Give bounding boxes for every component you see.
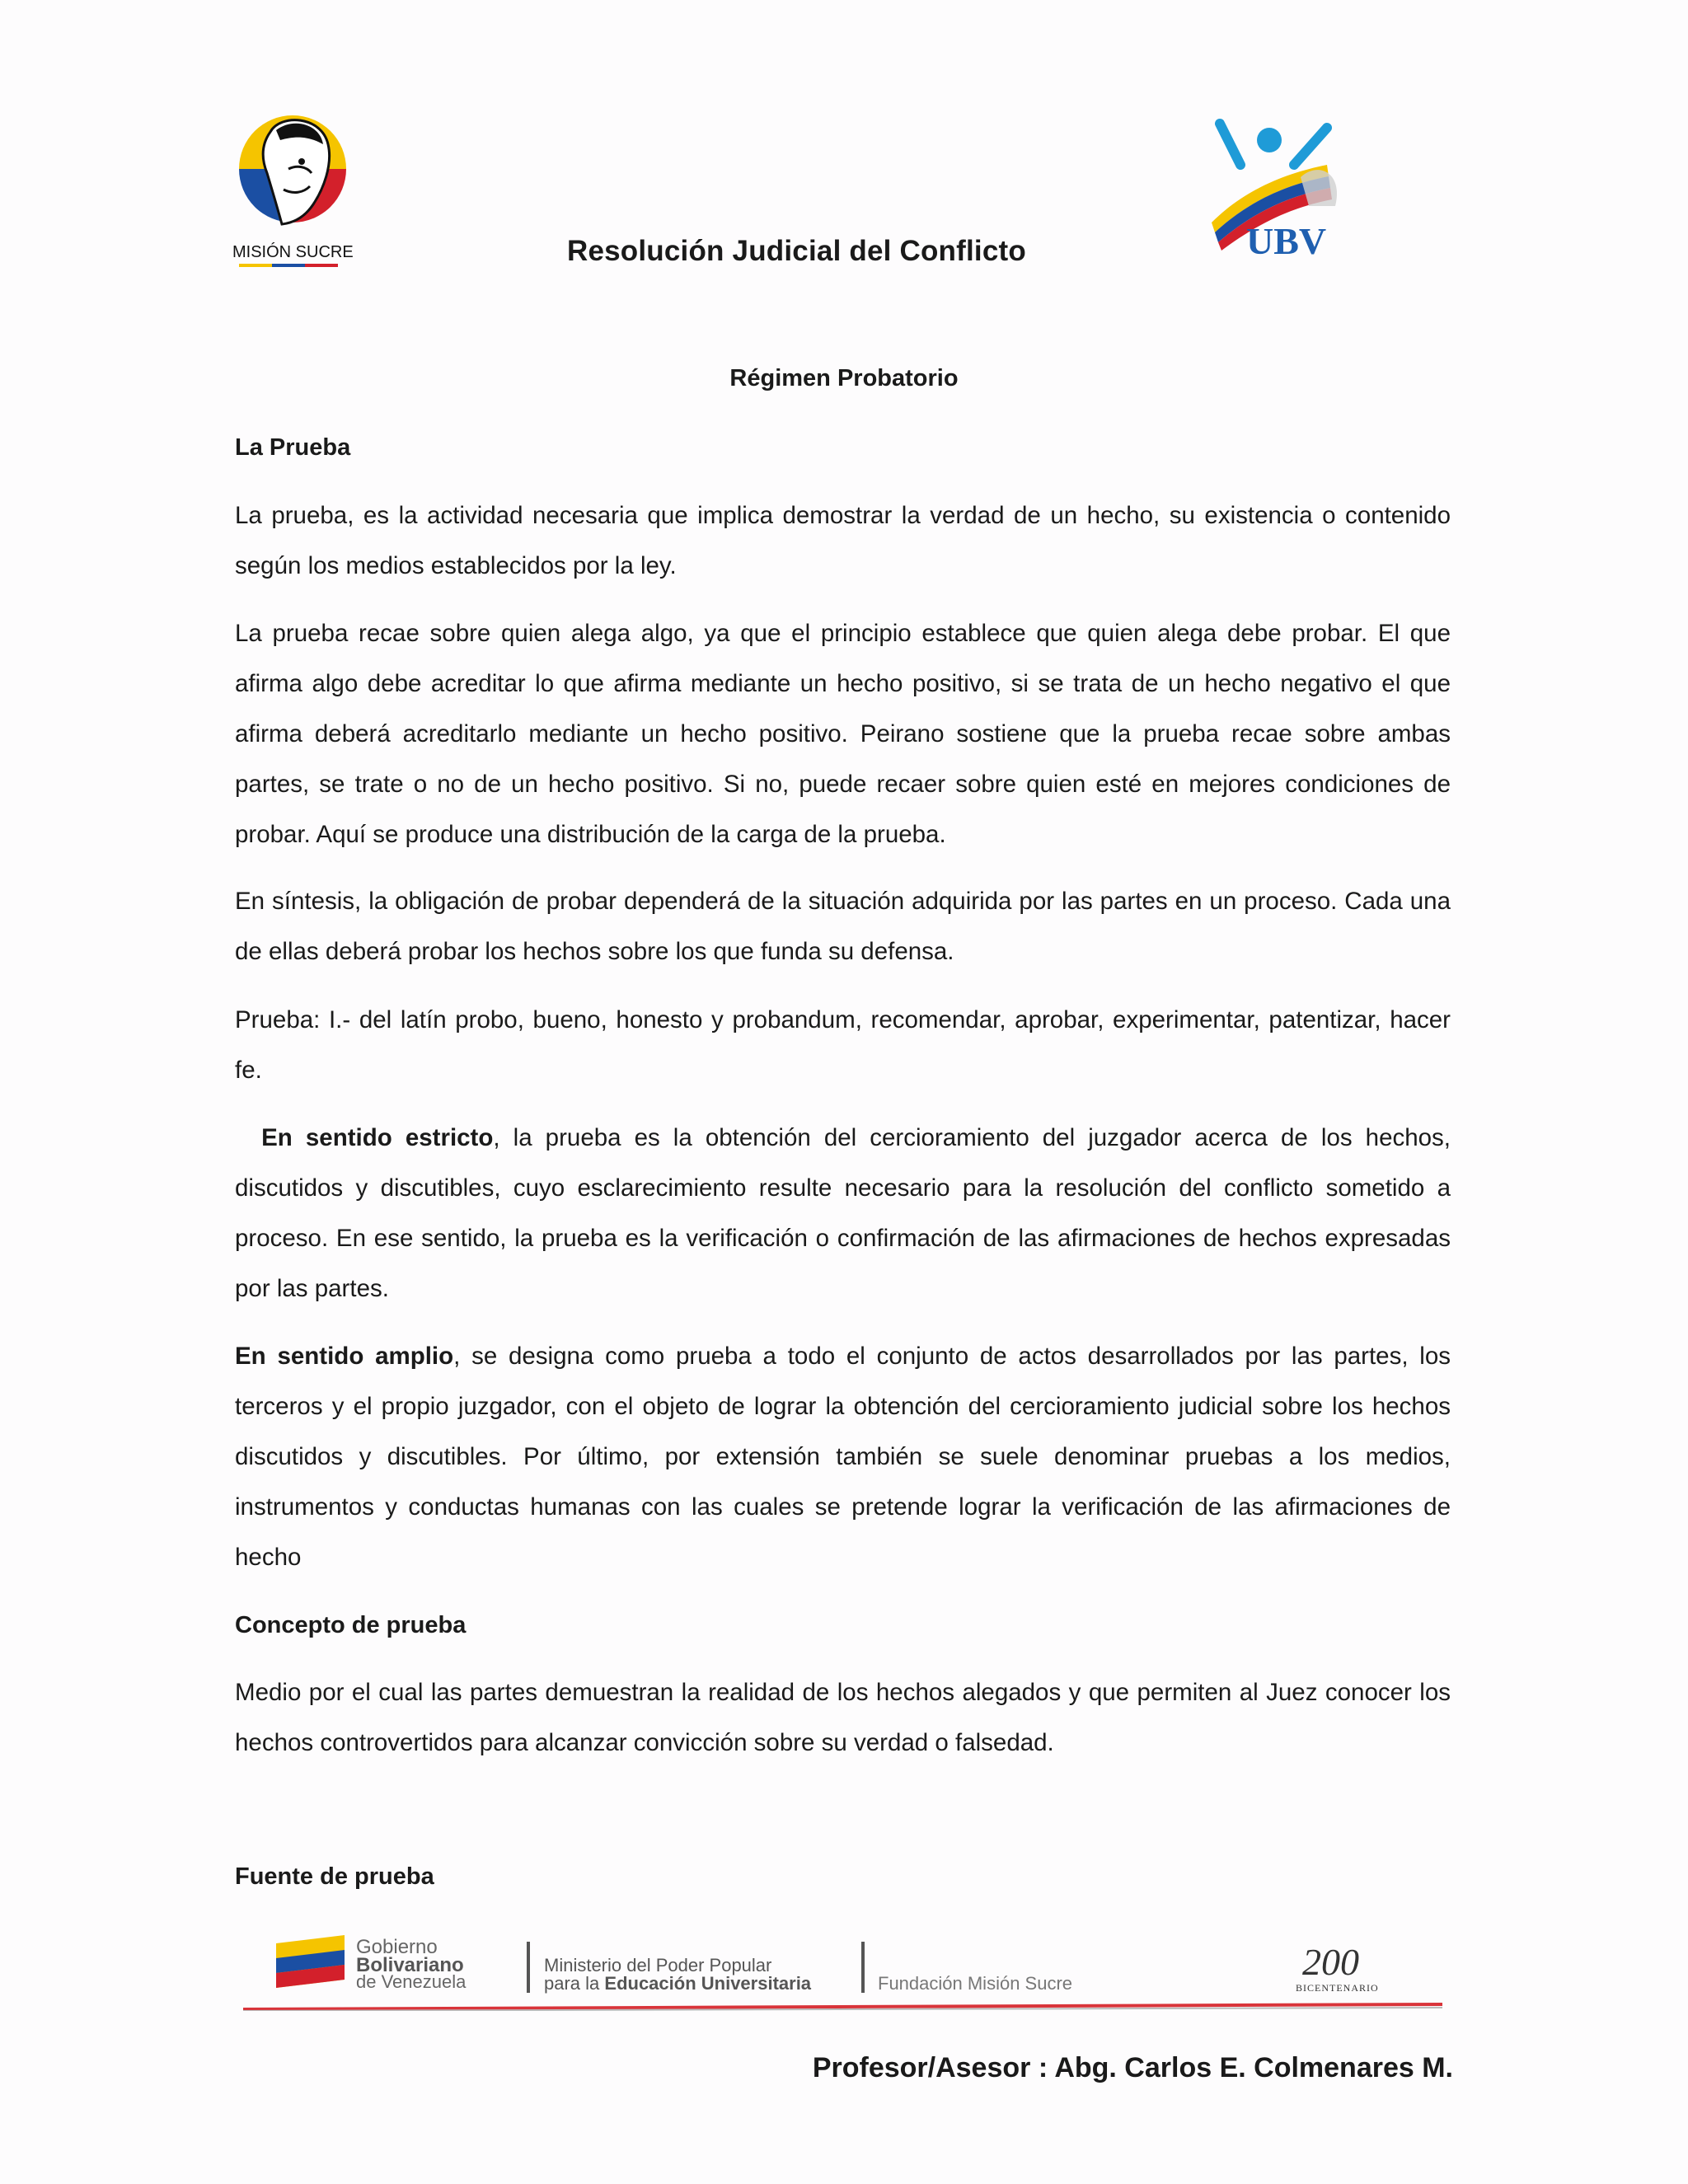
mision-sucre-logo-text: MISIÓN SUCRE — [232, 243, 354, 261]
term-sentido-amplio: En sentido amplio — [235, 1343, 454, 1370]
paragraph-sentido-amplio — [235, 1331, 1451, 1582]
professor-signature: Profesor/Asesor : Abg. Carlos E. Colmenares M. — [812, 2052, 1453, 2083]
footer-ministerio-line1: Ministerio del Poder Popular — [544, 1955, 772, 1975]
bicentenario-number: 200 — [1302, 1941, 1359, 1983]
paragraph-concepto: Medio por el cual las partes demuestran la realidad de los hechos alegados y que permiten al Juez conocer los hechos controvertidos para alcanzar convicción sobre su verdad o falsedad. — [235, 1679, 1451, 1756]
mision-sucre-logo — [231, 107, 354, 272]
sentido-estricto-text: , la prueba es la obtención del cercioramiento del juzgador acerca de los hechos, discutidos y discutibles, cuyo esclarecimiento resulte necesario para la resolución del conflicto sometido a proceso. En ese sentido, la prueba es la verificación o confirmación de las afirmaciones de hechos expresadas por las partes. — [235, 1124, 1451, 1302]
footer-gobierno-line2: Bolivariano — [356, 1954, 464, 1976]
term-sentido-estricto: En sentido estricto — [261, 1124, 494, 1151]
sentido-amplio-text: , se designa como prueba a todo el conjunto de actos desarrollados por las partes, los terceros y el propio juzgador, con el objeto de lograr la obtención del cercioramiento judicial sobre los hechos discutidos y discutibles. Por último, por extensión también se suele denominar pruebas a los medios, instrumentos y conductas humanas con las cuales se pretende lograr la verificación de las afirmaciones de hecho — [235, 1343, 1451, 1571]
footer-gobierno-line3: de Venezuela — [356, 1971, 467, 1992]
footer-ministerio-line2: para la Educación Universitaria — [544, 1973, 812, 1994]
paragraph-sentido-estricto — [235, 1113, 1451, 1314]
ubv-logo-text: UBV — [1246, 220, 1327, 262]
paragraph-la-prueba-1: La prueba, es la actividad necesaria que implica demostrar la verdad de un hecho, su existencia o contenido según los medios establecidos por la ley. — [235, 502, 1451, 579]
footer-fundacion: Fundación Misión Sucre — [878, 1973, 1073, 1994]
footer-banner — [239, 1929, 1451, 2011]
heading-fuente-de-prueba: Fuente de prueba — [235, 1863, 434, 1890]
footer-gobierno-line1: Gobierno — [356, 1936, 438, 1958]
document-title: Resolución Judicial del Conflicto — [567, 235, 1026, 267]
bicentenario-label: BICENTENARIO — [1296, 1982, 1379, 1994]
paragraph-la-prueba-4: Prueba: I.- del latín probo, bueno, honesto y probandum, recomendar, aprobar, experimentar, patentizar, hacer fe. — [235, 1006, 1451, 1084]
paragraph-la-prueba-2: La prueba recae sobre quien alega algo, ya que el principio establece que quien alega debe probar. El que afirma algo debe acreditar lo que afirma mediante un hecho positivo, si se trata de un hecho negativo el que afirma deberá acreditarlo mediante un hecho positivo. Peirano sostiene que la prueba recae sobre ambas partes, se trate o no de un hecho positivo. Si no, puede recaer sobre quien esté en mejores condiciones de probar. Aquí se produce una distribución de la carga de la prueba. — [235, 620, 1451, 848]
heading-la-prueba: La Prueba — [235, 434, 351, 461]
heading-concepto-de-prueba: Concepto de prueba — [235, 1612, 467, 1638]
ubv-logo — [1203, 115, 1352, 264]
paragraph-la-prueba-3: En síntesis, la obligación de probar dependerá de la situación adquirida por las partes en un proceso. Cada una de ellas deberá probar los hechos sobre los que funda su defensa. — [235, 888, 1451, 965]
section-title: Régimen Probatorio — [729, 365, 959, 391]
